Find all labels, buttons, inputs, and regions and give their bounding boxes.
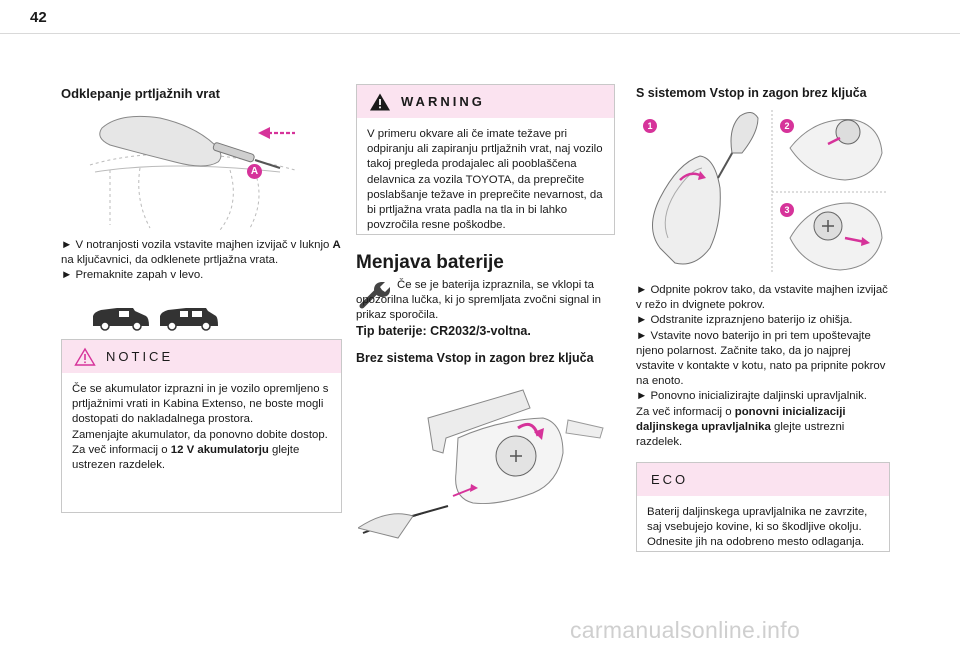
eco-box xyxy=(636,462,890,552)
callout-a: A xyxy=(247,164,262,179)
warning-header xyxy=(357,85,614,118)
step-remove-battery: ► Odstranite izpraznjeno baterijo iz ohišja. xyxy=(636,314,853,327)
subheading-no-keyless: Brez sistema Vstop in zagon brez ključa xyxy=(356,351,594,365)
page-number: 42 xyxy=(30,9,47,26)
section-heading-tailgate: Odklepanje prtljažnih vrat xyxy=(61,86,220,101)
warning-title: WARNING xyxy=(401,94,485,109)
key-battery-replacement-illustration xyxy=(358,378,618,543)
van-icon xyxy=(91,306,151,332)
keyless-steps xyxy=(636,283,888,450)
warning-box xyxy=(356,84,615,235)
eco-body xyxy=(637,496,889,551)
notice-header xyxy=(62,340,341,373)
notice-text-2: Zamenjajte akumulator, da ponovno dobite dostop. xyxy=(72,428,328,441)
warning-body xyxy=(357,118,614,233)
battery-intro: Če se je baterija izpraznila, se vklopi ta opozorilna lučka, ki jo spremljata zvočni signal in prikaz sporočila. xyxy=(356,279,602,322)
section-heading-battery: Menjava baterije xyxy=(356,252,504,273)
step-move-latch: ► Premaknite zapah v levo. xyxy=(61,269,204,282)
callout-1: 1 xyxy=(643,119,657,133)
notice-text-3: Za več informacij o 12 V akumulatorju glejte ustrezen razdelek. xyxy=(72,443,300,472)
header-divider xyxy=(0,33,960,34)
van-icon xyxy=(158,306,220,332)
notice-body xyxy=(62,373,341,473)
more-info: Za več informacij o ponovni inicializaciji daljinskega upravljalnika glejte ustrezni razdelek. xyxy=(636,405,846,449)
eco-title: ECO xyxy=(651,472,689,487)
step-open-cover: ► Odpnite pokrov tako, da vstavite majhen izvijač v režo in dvignete pokrov. xyxy=(636,284,888,312)
tailgate-steps xyxy=(61,238,341,284)
warning-triangle-icon xyxy=(369,92,391,112)
step-reinitialize: ► Ponovno inicializirajte daljinski upravljalnik. xyxy=(636,390,867,403)
warning-text: V primeru okvare ali če imate težave pri odpiranju ali zapiranju prtljažnih vrat, naj vozilo takoj pregleda prodajalec ali pooblaščena delavnica za vozila TOYOTA, da preprečite poslabšanje težave in preprečite nevarnost, da bi prtljažna vrata padla na tla in bi lahko povzročila resne poškodbe. xyxy=(367,128,603,232)
warning-triangle-icon xyxy=(74,347,96,367)
eco-text: Baterij daljinskega upravljalnika ne zavrzite, saj vsebujejo kovine, ki so škodljive okolju. Odnesite jih na odobreno mesto odlaganja. xyxy=(647,506,868,549)
callout-3: 3 xyxy=(780,203,794,217)
tailgate-lock-illustration xyxy=(80,110,330,235)
notice-box xyxy=(61,339,342,513)
subheading-keyless: S sistemom Vstop in zagon brez ključa xyxy=(636,86,867,100)
notice-text-1: Če se akumulator izprazni in je vozilo opremljeno s prtljažnimi vrati in Kabina Extenso, ne boste mogli dostopati do nakladalnega prostora. xyxy=(72,383,329,426)
notice-title: NOTICE xyxy=(106,349,174,364)
callout-2: 2 xyxy=(780,119,794,133)
battery-type: Tip baterije: CR2032/3-voltna. xyxy=(356,324,531,338)
step-insert-battery: ► Vstavite novo baterijo in pri tem upoštevajte njeno polarnost. Začnite tako, da jo najprej vstavite v kontakte v kotu, nato pa pripnite pokrov na enoto. xyxy=(636,329,886,388)
keyless-battery-replacement-illustration xyxy=(640,108,890,276)
watermark: carmanualsonline.info xyxy=(570,617,801,643)
step-insert-screwdriver: ► V notranjosti vozila vstavite majhen izvijač v luknjo A na ključavnici, da odklenete prtljažna vrata. xyxy=(61,239,341,267)
eco-header xyxy=(637,463,889,496)
